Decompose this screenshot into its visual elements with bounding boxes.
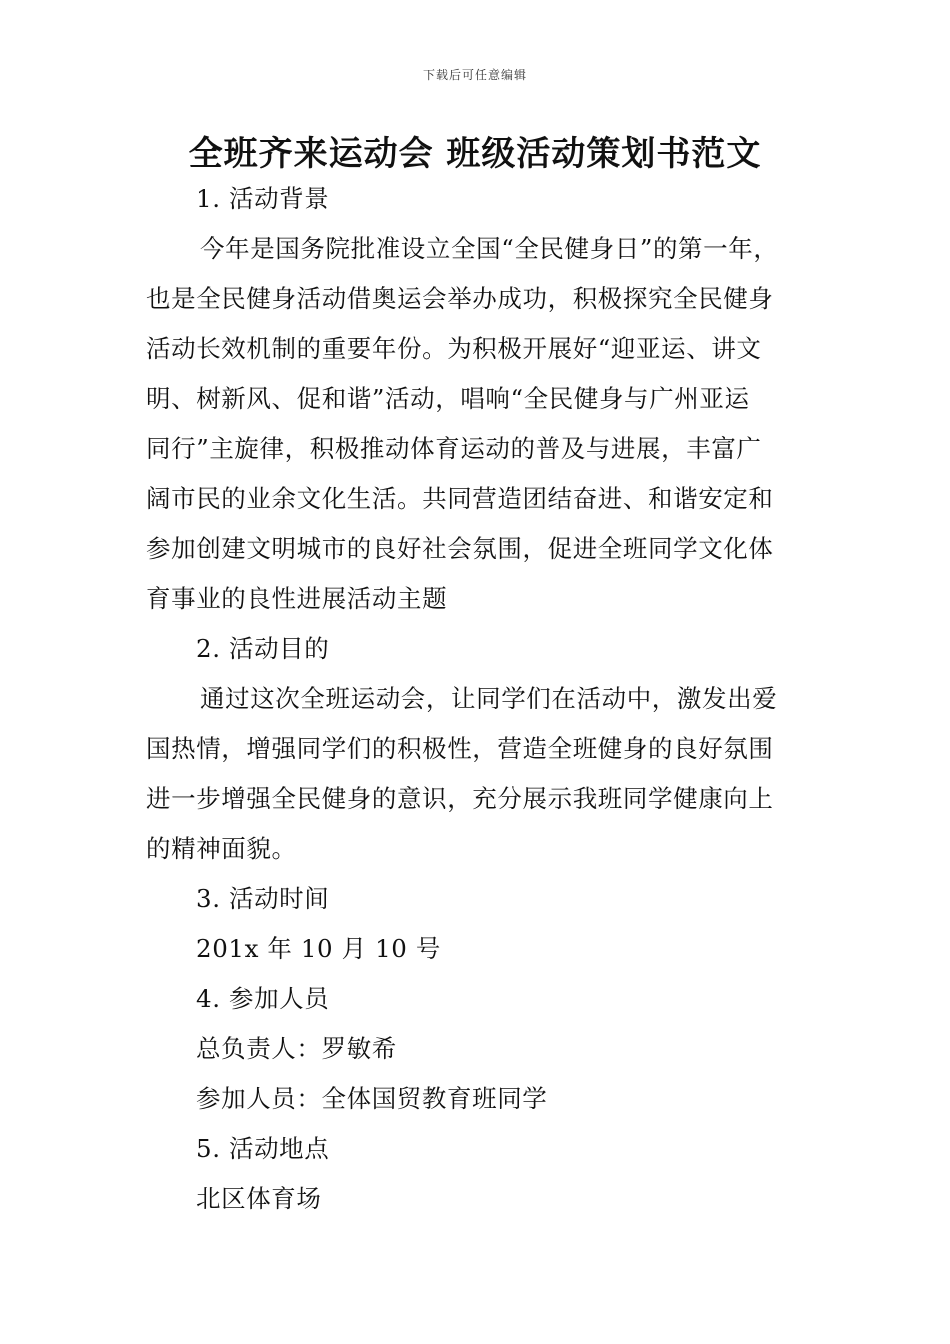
- paragraph-line: 通过这次全班运动会，让同学们在活动中，激发出爱: [200, 684, 778, 713]
- paragraph-line: 也是全民健身活动借奥运会举办成功，积极探究全民健身: [146, 284, 774, 313]
- header-note: 下载后可任意编辑: [422, 68, 527, 82]
- section-heading-participants: 4. 参加人员: [196, 984, 330, 1013]
- participants: 参加人员：全体国贸教育班同学: [196, 1084, 548, 1113]
- paragraph-line: 进一步增强全民健身的意识，充分展示我班同学健康向上: [146, 784, 774, 813]
- section-heading-background: 1. 活动背景: [196, 184, 330, 213]
- paragraph-line: 同行”主旋律，积极推动体育运动的普及与进展，丰富广: [146, 434, 762, 463]
- paragraph-line: 的精神面貌。: [146, 834, 297, 863]
- event-location: 北区体育场: [196, 1184, 322, 1213]
- paragraph-line: 明、树新风、促和谐”活动，唱响“全民健身与广州亚运: [146, 384, 750, 413]
- event-date: 201x 年 10 月 10 号: [196, 934, 441, 963]
- paragraph-line: 国热情，增强同学们的积极性，营造全班健身的良好氛围: [146, 734, 774, 763]
- paragraph-line: 育事业的良性进展活动主题: [146, 584, 448, 613]
- document-title: 全班齐来运动会 班级活动策划书范文: [188, 134, 762, 174]
- document-body: [146, 174, 816, 1224]
- paragraph-line: 今年是国务院批准设立全国“全民健身日”的第一年，: [200, 234, 779, 263]
- paragraph-line: 活动长效机制的重要年份。为积极开展好“迎亚运、讲文: [146, 334, 762, 363]
- section-heading-time: 3. 活动时间: [196, 884, 330, 913]
- section-heading-purpose: 2. 活动目的: [196, 634, 330, 663]
- paragraph-line: 阔市民的业余文化生活。共同营造团结奋进、和谐安定和: [146, 484, 774, 513]
- paragraph-line: 参加创建文明城市的良好社会氛围，促进全班同学文化体: [146, 534, 774, 563]
- section-heading-location: 5. 活动地点: [196, 1134, 330, 1163]
- lead-organizer: 总负责人：罗敏希: [196, 1034, 397, 1063]
